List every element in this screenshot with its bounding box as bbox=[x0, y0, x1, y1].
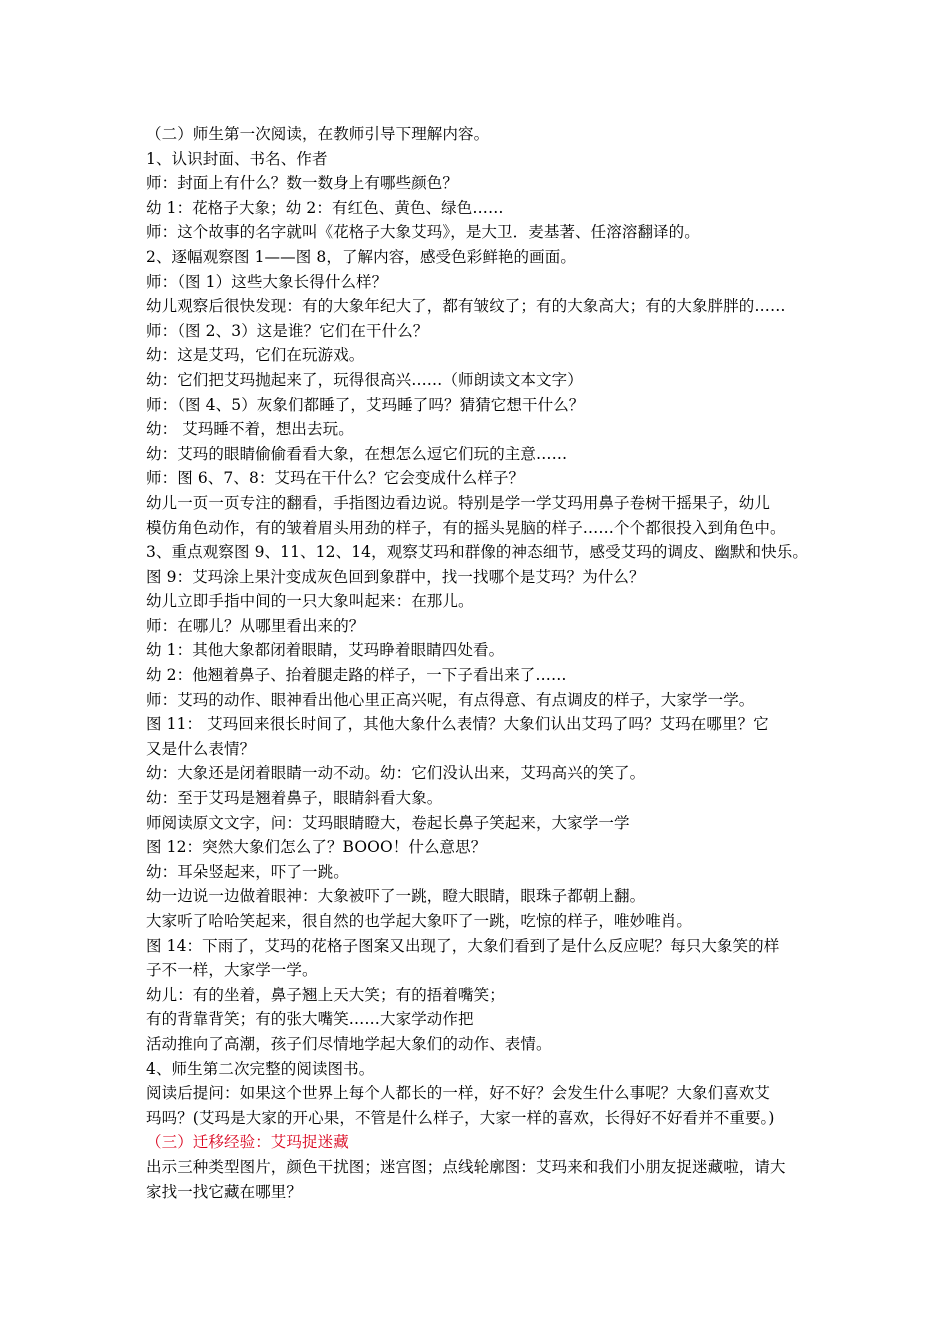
text-line: 幼儿一页一页专注的翻看，手指图边看边说。特别是学一学艾玛用鼻子卷树干摇果子，幼儿 bbox=[146, 493, 771, 512]
text-line: 师：图 6、7、8：艾玛在干什么？它会变成什么样子？ bbox=[146, 469, 525, 488]
text-line: 幼：它们把艾玛抛起来了，玩得很高兴……（师朗读文本文字） bbox=[146, 370, 583, 389]
text-line: 子不一样，大家学一学。 bbox=[146, 961, 318, 980]
text-line: 师：（图 4、5）灰象们都睡了，艾玛睡了吗？猜猜它想干什么？ bbox=[146, 395, 585, 414]
text-line: 幼：艾玛的眼睛偷偷看看大象，在想怎么逗它们玩的主意…… bbox=[146, 444, 568, 463]
text-line: 师：封面上有什么？数一数身上有哪些颜色？ bbox=[146, 174, 459, 193]
text-line: 大家听了哈哈笑起来，很自然的也学起大象吓了一跳，吃惊的样子，唯妙唯肖。 bbox=[146, 912, 693, 930]
text-line: 家找一找它藏在哪里？ bbox=[146, 1182, 303, 1201]
step-heading: 4、师生第二次完整的阅读图书。 bbox=[146, 1059, 375, 1078]
text-line: 师：（图 1）这些大象长得什么样？ bbox=[146, 272, 388, 291]
step-heading: 3、重点观察图 9、11、12、14，观察艾玛和群像的神态细节，感受艾玛的调皮、幽默和快乐。 bbox=[146, 543, 808, 562]
text-line: 活动推向了高潮，孩子们尽情地学起大象们的动作、表情。 bbox=[146, 1034, 552, 1053]
section-heading-highlighted: （三）迁移经验：艾玛捉迷藏 bbox=[146, 1133, 349, 1152]
text-line: 幼： 艾玛睡不着，想出去玩。 bbox=[146, 420, 354, 439]
text-line: 幼 2：他翘着鼻子、抬着腿走路的样子，一下子看出来了…… bbox=[146, 666, 567, 685]
document-page bbox=[146, 122, 818, 1204]
text-line: 出示三种类型图片，颜色干扰图；迷宫图；点线轮廓图：艾玛来和我们小朋友捉迷藏啦，请大 bbox=[146, 1157, 786, 1176]
step-heading: 1、认识封面、书名、作者 bbox=[146, 149, 328, 168]
text-line: 幼一边说一边做着眼神：大象被吓了一跳，瞪大眼睛，眼珠子都朝上翻。 bbox=[146, 887, 646, 906]
text-line: 图 11： 艾玛回来很长时间了，其他大象什么表情？大象们认出艾玛了吗？艾玛在哪里？它 bbox=[146, 715, 769, 734]
text-line: 幼 1：其他大象都闭着眼睛，艾玛睁着眼睛四处看。 bbox=[146, 641, 505, 660]
text-line: 师：在哪儿？从哪里看出来的？ bbox=[146, 616, 365, 635]
text-line: 又是什么表情？ bbox=[146, 739, 256, 758]
text-line: 阅读后提问：如果这个世界上每个人都长的一样，好不好？会发生什么事呢？大象们喜欢艾 bbox=[146, 1084, 771, 1103]
text-line: 图 14：下雨了，艾玛的花格子图案又出现了，大象们看到了是什么反应呢？每只大象笑的样 bbox=[146, 936, 780, 955]
text-line: 幼：这是艾玛，它们在玩游戏。 bbox=[146, 346, 365, 365]
text-line: 模仿角色动作，有的皱着眉头用劲的样子，有的摇头晃脑的样子……个个都很投入到角色中。 bbox=[146, 518, 786, 537]
text-line: 师阅读原文文字，问：艾玛眼睛瞪大，卷起长鼻子笑起来，大家学一学 bbox=[146, 813, 630, 832]
text-line: 玛吗？(艾玛是大家的开心果，不管是什么样子，大家一样的喜欢，长得好不好看并不重要。) bbox=[146, 1108, 775, 1127]
step-heading: 2、逐幅观察图 1——图 8，了解内容，感受色彩鲜艳的画面。 bbox=[146, 247, 576, 266]
text-line: 幼儿：有的坐着，鼻子翘上天大笑；有的捂着嘴笑； bbox=[146, 985, 505, 1004]
text-line: 有的背靠背笑；有的张大嘴笑……大家学动作把 bbox=[146, 1010, 474, 1029]
text-line: 幼 1：花格子大象；幼 2：有红色、黄色、绿色…… bbox=[146, 198, 504, 217]
text-line: 师：（图 2、3）这是谁？它们在干什么？ bbox=[146, 321, 429, 340]
text-line: 师：这个故事的名字就叫《花格子大象艾玛》，是大卫．麦基著、任溶溶翻译的。 bbox=[146, 223, 700, 242]
section-heading: （二）师生第一次阅读，在教师引导下理解内容。 bbox=[146, 125, 490, 143]
text-line: 图 12：突然大象们怎么了？BOOO！什么意思？ bbox=[146, 838, 487, 857]
text-line: 幼：耳朵竖起来，吓了一跳。 bbox=[146, 862, 349, 881]
text-line: 师：艾玛的动作、眼神看出他心里正高兴呢，有点得意、有点调皮的样子，大家学一学。 bbox=[146, 690, 755, 709]
text-line: 幼儿观察后很快发现：有的大象年纪大了，都有皱纹了；有的大象高大；有的大象胖胖的…… bbox=[146, 297, 786, 316]
text-line: 幼儿立即手指中间的一只大象叫起来：在那儿。 bbox=[146, 592, 474, 611]
text-line: 幼：大象还是闭着眼睛一动不动。幼：它们没认出来，艾玛高兴的笑了。 bbox=[146, 764, 646, 783]
text-line: 图 9：艾玛涂上果汁变成灰色回到象群中，找一找哪个是艾玛？为什么？ bbox=[146, 567, 645, 586]
text-line: 幼：至于艾玛是翘着鼻子，眼睛斜看大象。 bbox=[146, 789, 443, 808]
